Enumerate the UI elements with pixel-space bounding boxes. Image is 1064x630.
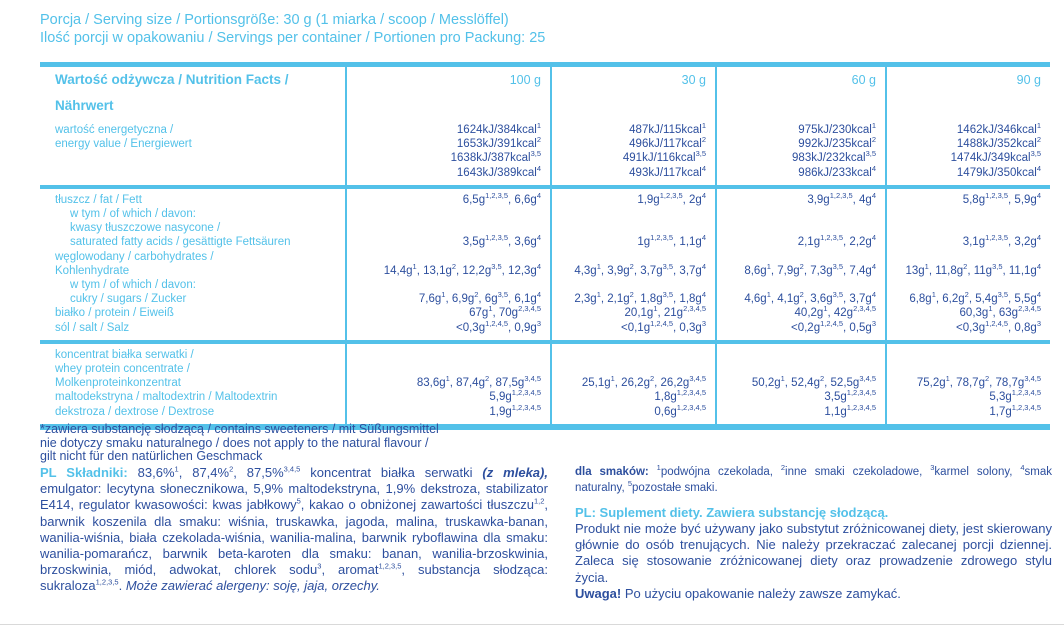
table-line: $13g^1$, $11,8g^2$, $11g^{3,5}$, $11,1g^4$ xyxy=(905,262,1041,277)
value-column xyxy=(715,344,885,424)
table-line: $6,8g^1$, $6,2g^2$, $5,4g^{3,5}$, $5,5g^4$ xyxy=(909,290,1041,306)
table-line: $60,3g^1$, $63g^{2,3,4,5}$ xyxy=(959,304,1041,320)
supplement-title xyxy=(575,505,1052,521)
table-line: 1624kJ/384kcal$^1$ xyxy=(456,121,541,136)
table-line: $3,1g^{1,2,3,5}$, $3,2g^4$ xyxy=(962,233,1041,249)
table-line: tłuszcz / fat / Fett xyxy=(55,193,142,206)
table-line: $5,9g^{1,2,3,4,5}$ xyxy=(489,388,541,404)
table-line: $3,5g^{1,2,3,5}$, $3,6g^4$ xyxy=(462,233,541,249)
text-segment: (z mleka), xyxy=(482,465,548,480)
table-line: $4,6g^1$, $4,1g^2$, $3,6g^{3,5}$, $3,7g^4$ xyxy=(744,290,876,306)
table-line xyxy=(717,207,885,221)
text-segment: Produkt nie może być używany jako substytut zróżnicowanej diety, jest skierowany głównie do osób trenujących. Nie należy przekraczać zalecanej porcji dziennej. Zaleca się stosowanie zróżnicowanej diety oraz prowadzenie zdrowego stylu życia. xyxy=(575,521,1052,585)
text-segment: emulgator: lecytyna słonecznikowa, 5,9% maltodekstryna, 1,9% dekstroza, stabilizator E414, regulator kwasowości: kwas jabłkowy$^5$, kakao o obniżonej zawartości tłuszczu$^{1,2}$, barwnik koszenila dla smaku: wiśnia, truskawka, jagoda, malina, truskawka-banan, wanilia-wiśnia, biała czekolada-wiśnia, wanilia-malina, barwnik ryboflawina dla smaku: wanilia-pomarańcz, barwnik beta-karoten dla smaku: banan, wanilia-brzoskwinia, brzoskwinia, miód, adwokat, chlorek sodu$^3$, aromat$^{1,2,3,5}$, substancja słodząca: sukraloza$^{1,2,3,5}$. xyxy=(40,481,548,594)
table-line: saturated fatty acids / gesättigte Fettsäuren xyxy=(70,236,291,249)
column-header-100g: 100 g xyxy=(345,67,550,119)
column-header-60g: 60 g xyxy=(715,67,885,119)
table-line: 1462kJ/346kcal$^1$ xyxy=(956,121,1041,136)
table-section xyxy=(40,189,1050,340)
table-line: $75,2g^1$, $78,7g^2$, $78,7g^{3,4,5}$ xyxy=(916,374,1041,390)
text-segment: 83,6%$^1$, 87,4%$^2$, 87,5%$^{3,4,5}$ koncentrat białka serwatki xyxy=(137,464,483,480)
table-line: $1,1g^{1,2,3,4,5}$ xyxy=(824,402,876,418)
table-line: Kohlenhydrate xyxy=(55,264,130,277)
table-line: $40,2g^1$, $42g^{2,3,4,5}$ xyxy=(794,304,876,320)
table-line: w tym / of which / davon: xyxy=(70,279,196,292)
text-segment: Po użyciu opakowanie należy zawsze zamykać. xyxy=(621,585,901,601)
table-line: 487kJ/115kcal$^1$ xyxy=(629,121,706,136)
table-line: Molkenproteinkonzentrat xyxy=(55,377,181,390)
table-line: w tym / of which / davon: xyxy=(70,208,196,221)
nutrition-table xyxy=(40,62,1050,430)
table-line: $67g^1$, $70g^{2,3,4,5}$ xyxy=(469,304,541,320)
text-segment: Może zawierać alergeny: soję, jaja, orzechy. xyxy=(125,578,380,594)
table-line: 1643kJ/389kcal$^4$ xyxy=(456,163,541,179)
table-line: $2,3g^1$, $2,1g^2$, $1,8g^{3,5}$, $1,8g^4$ xyxy=(574,290,706,306)
table-line xyxy=(887,250,1050,264)
table-title: Wartość odżywcza / Nutrition Facts / Nährwert xyxy=(55,72,289,113)
footnote-line: *zawiera substancję słodzącą / contains sweeteners / mit Süßungsmittel xyxy=(40,422,439,436)
table-line: whey protein concentrate / xyxy=(55,363,190,376)
column-header-30g: 30 g xyxy=(550,67,715,119)
flavor-key-paragraph xyxy=(575,465,1052,496)
table-line: $20,1g^1$, $21g^{2,3,4,5}$ xyxy=(624,304,706,320)
table-line: maltodekstryna / maltodextrin / Maltodextrin xyxy=(55,391,278,404)
table-line: 493kJ/117kcal$^4$ xyxy=(629,163,706,179)
table-line: kwasy tłuszczowe nasycone / xyxy=(70,222,221,235)
serving-info xyxy=(40,12,545,47)
supplement-warning xyxy=(575,586,1052,602)
text-segment: Uwaga! xyxy=(575,585,622,601)
table-line: $5,3g^{1,2,3,4,5}$ xyxy=(989,388,1041,404)
value-column xyxy=(550,189,715,340)
table-line: cukry / sugars / Zucker xyxy=(70,293,187,306)
table-line: $25,1g^1$, $26,2g^2$, $26,2g^{3,4,5}$ xyxy=(581,374,706,390)
value-column xyxy=(715,119,885,185)
ingredients-paragraph xyxy=(40,465,548,595)
footnote-line: nie dotyczy smaku naturalnego / does not apply to the natural flavour / xyxy=(40,435,429,450)
table-line xyxy=(347,221,550,235)
table-line: sól / salt / Salz xyxy=(55,321,130,334)
table-section xyxy=(40,119,1050,185)
sweetener-footnote xyxy=(40,423,439,464)
table-line: $1,9g^{1,2,3,4,5}$ xyxy=(489,402,541,418)
table-line: dekstroza / dextrose / Dextrose xyxy=(55,405,215,418)
text-segment: PL Składniki: xyxy=(40,465,138,480)
table-line: 983kJ/232kcal$^{3,5}$ xyxy=(792,149,876,165)
value-column xyxy=(345,344,550,424)
table-line: 491kJ/116kcal$^{3,5}$ xyxy=(622,149,706,165)
table-line xyxy=(347,278,550,292)
table-line: 1474kJ/349kcal$^{3,5}$ xyxy=(950,149,1041,165)
bottom-divider xyxy=(0,624,1064,625)
table-line: $<0,1g^{1,2,4,5}$, $0,3g^3$ xyxy=(621,318,706,334)
table-body xyxy=(40,119,1050,430)
table-line: $3,9g^{1,2,3,5}$, $4g^4$ xyxy=(807,190,876,206)
table-line: 1488kJ/352kcal$^2$ xyxy=(956,135,1041,151)
table-line: $<0,3g^{1,2,4,5}$, $0,8g^3$ xyxy=(956,318,1041,334)
table-line: koncentrat białka serwatki / xyxy=(55,348,194,361)
right-column xyxy=(575,465,1052,602)
supplement-body xyxy=(575,521,1052,586)
table-line xyxy=(552,207,715,221)
value-column xyxy=(345,119,550,185)
table-header-row xyxy=(40,67,1050,119)
value-column xyxy=(550,344,715,424)
table-line: $1,7g^{1,2,3,4,5}$ xyxy=(989,402,1041,418)
table-line: węglowodany / carbohydrates / xyxy=(55,250,214,263)
table-line xyxy=(887,348,1050,362)
table-line: białko / protein / Eiweiß xyxy=(55,307,174,320)
value-column xyxy=(885,119,1050,185)
table-line: $1,9g^{1,2,3,5}$, $2g^4$ xyxy=(637,190,706,206)
table-line: 975kJ/230kcal$^1$ xyxy=(798,121,876,136)
table-line: $5,8g^{1,2,3,5}$, $5,9g^4$ xyxy=(962,190,1041,206)
footnote-line: gilt nicht für den natürlichen Geschmack xyxy=(40,449,263,463)
table-line xyxy=(552,348,715,362)
table-line: $83,6g^1$, $87,4g^2$, $87,5g^{3,4,5}$ xyxy=(416,374,541,390)
table-line xyxy=(717,221,885,235)
table-line: wartość energetyczna / xyxy=(55,124,174,136)
value-column xyxy=(885,344,1050,424)
value-column xyxy=(550,119,715,185)
table-line xyxy=(887,221,1050,235)
text-segment: PL: Suplement diety. Zawiera substancję słodzącą. xyxy=(575,505,889,520)
table-line: $14,4g^1$, $13,1g^2$, $12,2g^{3,5}$, $12,3g^4$ xyxy=(383,262,541,277)
table-line: 496kJ/117kcal$^2$ xyxy=(629,135,706,151)
table-line: $6,5g^{1,2,3,5}$, $6,6g^4$ xyxy=(462,190,541,206)
table-line: 1638kJ/387kcal$^{3,5}$ xyxy=(450,149,541,165)
table-line: $<0,3g^{1,2,4,5}$, $0,9g^3$ xyxy=(456,318,541,334)
table-line: 986kJ/233kcal$^4$ xyxy=(798,163,876,179)
table-line: $8,6g^1$, $7,9g^2$, $7,3g^{3,5}$, $7,4g^4$ xyxy=(744,262,876,277)
row-label-column xyxy=(40,344,345,424)
serving-size-line: Porcja / Serving size / Portionsgröße: 30 g (1 miarka / scoop / Messlöffel) xyxy=(40,12,509,28)
table-line: $1g^{1,2,3,5}$, $1,1g^4$ xyxy=(637,233,706,249)
table-line: $1,8g^{1,2,3,4,5}$ xyxy=(654,388,706,404)
table-line xyxy=(347,250,550,264)
table-line: $50,2g^1$, $52,4g^2$, $52,5g^{3,4,5}$ xyxy=(751,374,876,390)
table-line: $3,5g^{1,2,3,4,5}$ xyxy=(824,388,876,404)
column-header-90g: 90 g xyxy=(885,67,1050,119)
table-line xyxy=(552,221,715,235)
table-line: $7,6g^1$, $6,9g^2$, $6g^{3,5}$, $6,1g^4$ xyxy=(418,290,541,306)
table-line: energy value / Energiewert xyxy=(55,138,192,151)
value-column xyxy=(345,189,550,340)
table-line xyxy=(347,348,550,362)
table-line: 992kJ/235kcal$^2$ xyxy=(798,135,876,151)
table-section xyxy=(40,344,1050,424)
table-line: $<0,2g^{1,2,4,5}$, $0,5g^3$ xyxy=(791,318,876,334)
table-line: $4,3g^1$, $3,9g^2$, $3,7g^{3,5}$, $3,7g^4$ xyxy=(574,262,706,277)
table-line: $0,6g^{1,2,3,4,5}$ xyxy=(654,402,706,418)
value-column xyxy=(885,189,1050,340)
table-line: 1653kJ/391kcal$^2$ xyxy=(456,135,541,151)
table-line: $2,1g^{1,2,3,5}$, $2,2g^4$ xyxy=(797,233,876,249)
text-segment: dla smaków: xyxy=(575,466,657,478)
text-segment: $^1$podwójna czekolada, $^2$inne smaki czekoladowe, $^3$karmel solony, $^4$smak naturalny, $^5$pozostałe smaki. xyxy=(575,463,1052,494)
value-column xyxy=(715,189,885,340)
table-line xyxy=(347,207,550,221)
servings-per-container-line: Ilość porcji w opakowaniu / Servings per container / Portionen pro Packung: 25 xyxy=(40,29,546,46)
table-line: 1479kJ/350kcal$^4$ xyxy=(956,163,1041,179)
table-line xyxy=(887,207,1050,221)
table-line xyxy=(717,348,885,362)
row-label-column xyxy=(40,189,345,340)
row-label-column xyxy=(40,119,345,185)
